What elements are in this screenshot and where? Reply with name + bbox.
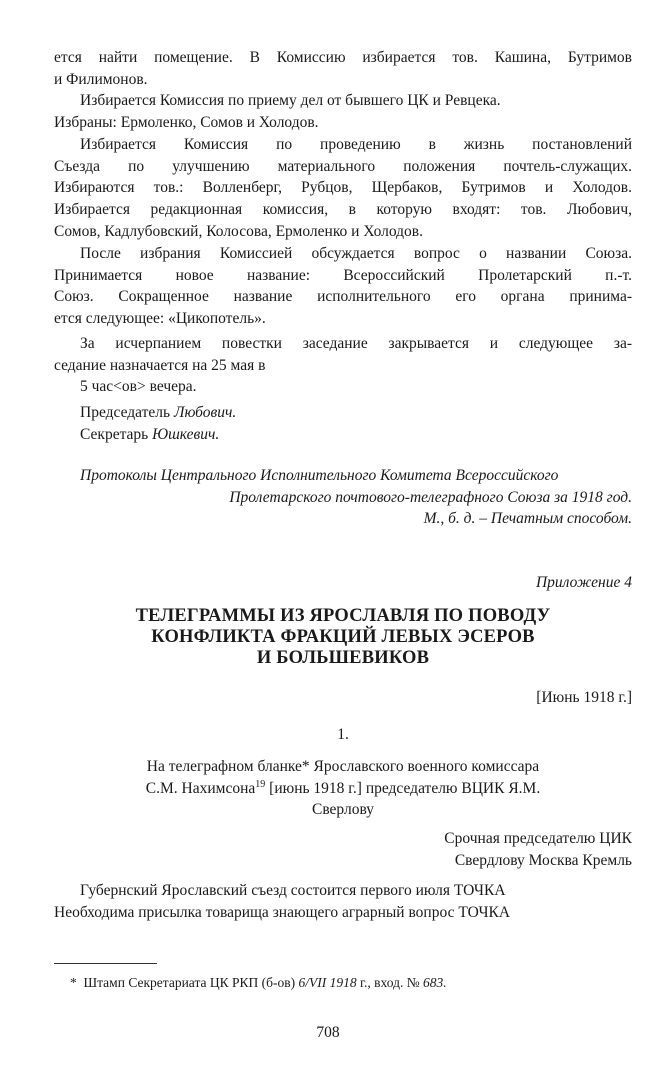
text-line: Союз. Сокращенное название исполнительного его органа принима- <box>54 288 632 306</box>
text-line: Съезда по улучшению материального положения почтель-служащих. <box>54 157 632 175</box>
heading-line: Сверлову <box>311 801 374 819</box>
footnote-reference: 19 <box>255 778 266 790</box>
title-line: КОНФЛИКТА ФРАКЦИЙ ЛЕВЫХ ЭСЕРОВ <box>151 627 535 647</box>
telegram-address <box>54 828 632 871</box>
footnote-stamp-date: 6/VII 1918 <box>298 975 357 990</box>
document-date: [Июнь 1918 г.] <box>536 689 632 706</box>
footnote-number: 683. <box>423 975 447 990</box>
text-line: Принимается новое название: Всероссийский Пролетарский п.-т. <box>54 266 632 284</box>
text-line: и Филимонов. <box>54 70 148 88</box>
secretary-name: Юшкевич. <box>152 425 220 443</box>
footnote-divider <box>54 963 157 964</box>
text-line: Сомов, Кадлубовский, Колосова, Ермоленко и Холодов. <box>54 222 423 240</box>
address-line: Свердлову Москва Кремль <box>454 851 632 869</box>
text-line: Избирается Комиссия по приему дел от бывшего ЦК и Ревцека. <box>80 92 501 109</box>
chair-label: Председатель <box>80 404 171 421</box>
text-line: седание назначается на 25 мая в <box>54 356 266 374</box>
protocol-paragraph-5 <box>54 333 632 398</box>
telegram-text <box>54 880 632 923</box>
text-line: Избраны: Ермоленко, Сомов и Холодов. <box>54 113 319 131</box>
meeting-time: 5 час<ов> вечера. <box>80 378 197 396</box>
heading-line <box>54 778 632 800</box>
secretary-signature <box>54 424 632 446</box>
signatures <box>54 402 632 445</box>
chair-signature <box>54 402 632 424</box>
protocol-paragraph-1 <box>54 47 632 90</box>
secretary-label: Секретарь <box>80 425 149 443</box>
text-line: Избираются тов.: Волленберг, Рубцов, Щербаков, Бутримов и Холодов. <box>54 179 632 197</box>
heading-line: На телеграфном бланке* Ярославского военного комиссара <box>146 758 540 775</box>
footnote-marker: * <box>70 975 77 990</box>
text-line: Избирается Комиссия по проведению в жизнь постановлений <box>80 136 632 153</box>
source-line: Пролетарского почтового-телеграфного Союза за 1918 год. <box>229 488 632 506</box>
protocol-paragraph-3 <box>54 134 632 243</box>
text-line: После избрания Комиссией обсуждается вопрос о названии Союза. <box>80 245 632 262</box>
footnote-text: Штамп Секретариата ЦК РКП (б-ов) <box>83 975 296 990</box>
appendix-label: Приложение 4 <box>535 574 632 591</box>
title-line: И БОЛЬШЕВИКОВ <box>256 648 430 668</box>
footnote <box>70 974 630 992</box>
page-number: 708 <box>316 1024 340 1041</box>
heading-name: С.М. Нахимсона <box>145 779 256 797</box>
address-line: Срочная председателю ЦИК <box>444 830 632 847</box>
protocol-paragraph-2 <box>54 90 632 133</box>
telegram-line: Губернский Ярославский съезд состоится первого июля ТОЧКА <box>80 882 506 899</box>
document-heading <box>54 756 632 821</box>
telegram-line: Необходима присылка товарища знающего аграрный вопрос ТОЧКА <box>54 903 511 921</box>
text-line: ется найти помещение. В Комиссию избирается тов. Кашина, Бутримов <box>54 49 632 66</box>
protocol-paragraph-4 <box>54 243 632 330</box>
source-line: Протоколы Центрального Исполнительного Комитета Всероссийского <box>80 467 559 484</box>
heading-rest: [июнь 1918 г.] председателю ВЦИК Я.М. <box>265 779 541 797</box>
chair-name: Любович. <box>173 404 237 421</box>
section-title <box>54 606 632 669</box>
footnote-mid: г., вход. № <box>356 975 420 990</box>
source-citation <box>54 465 632 530</box>
title-line: ТЕЛЕГРАММЫ ИЗ ЯРОСЛАВЛЯ ПО ПОВОДУ <box>135 606 551 626</box>
document-number: 1. <box>337 726 349 743</box>
text-line: За исчерпанием повестки заседание закрывается и следующее за- <box>80 335 632 352</box>
text-line: ется следующее: «Цикопотель». <box>54 310 266 328</box>
source-line: М., б. д. – Печатным способом. <box>423 510 632 528</box>
text-line: Избирается редакционная комиссия, в которую входят: тов. Любович, <box>54 201 632 219</box>
